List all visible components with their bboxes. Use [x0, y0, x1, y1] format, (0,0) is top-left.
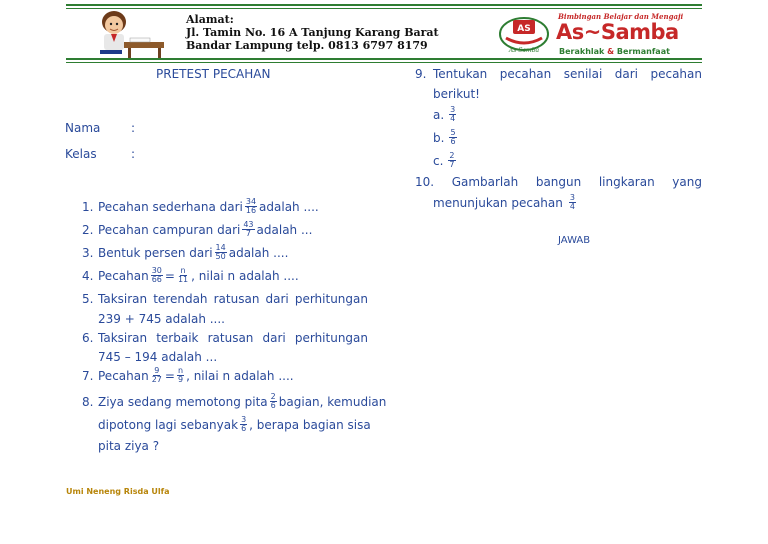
- question-6-line-2: 745 – 194 adalah ...: [98, 350, 218, 364]
- option-a: a. 3 4: [433, 105, 456, 123]
- question-text: adalah ....: [228, 245, 289, 260]
- question-6: [82, 331, 98, 345]
- fraction: $\frac{9}{27}$: [151, 366, 162, 384]
- question-9-line-2: berikut!: [433, 87, 480, 101]
- tagline-amp: &: [607, 47, 615, 56]
- question-number: 8.: [82, 394, 94, 409]
- option-b: b. 5 6: [433, 128, 456, 146]
- question-6-line-1: Taksiran terbaik ratusan dari perhitungan: [98, 331, 368, 345]
- kelas-colon: :: [131, 147, 136, 161]
- fraction: 3 4: [569, 193, 575, 211]
- question-3: [82, 244, 288, 261]
- emblem-icon: [498, 14, 550, 54]
- question-text: adalah ....: [259, 199, 319, 214]
- logo-tagline: [559, 47, 670, 56]
- question-5-line-2: 239 + 745 adalah ....: [98, 312, 225, 326]
- student-mascot-illustration: [80, 8, 168, 58]
- address-block: [186, 13, 439, 52]
- header-rule: [66, 62, 702, 63]
- nama-label: Nama: [65, 121, 101, 135]
- question-9-line-1: Tentukan pecahan senilai dari pecahan: [433, 67, 702, 81]
- fraction: 3 6: [241, 415, 247, 433]
- page-title: PRETEST PECAHAN: [156, 67, 271, 81]
- question-text: Pecahan: [98, 368, 149, 383]
- question-text: Pecahan campuran dari: [98, 222, 241, 237]
- question-text: bagian, kemudian: [278, 394, 387, 409]
- question-number: 1.: [82, 199, 94, 214]
- question-text: , nilai n adalah ....: [186, 368, 294, 383]
- fraction: 3 4: [450, 105, 456, 123]
- letterhead: [66, 4, 702, 62]
- equals-sign: =: [164, 368, 175, 383]
- fraction: 34 16: [245, 197, 257, 215]
- question-8-line-2: dipotong lagi sebanyak 3 6 , berapa bagian sisa: [98, 415, 371, 433]
- logo-slogan-top: Bimbingan Belajar dan Mengaji: [558, 12, 684, 21]
- question-text: Ziya sedang memotong pita: [98, 394, 268, 409]
- question-4: [82, 267, 299, 284]
- question-8: [82, 393, 386, 410]
- answer-heading: JAWAB: [558, 235, 591, 246]
- fraction: $\frac{n}{11}$: [177, 266, 189, 284]
- as-samba-logo: [490, 10, 702, 58]
- fraction: $\frac{30}{66}$: [151, 266, 162, 284]
- question-number: 7.: [82, 368, 94, 383]
- kelas-label: Kelas: [65, 147, 97, 161]
- svg-text:AS: AS: [517, 24, 531, 34]
- question-9-number: 9.: [415, 67, 427, 81]
- question-2: [82, 221, 312, 238]
- tagline-word-1: Berakhlak: [559, 47, 605, 56]
- question-10-line-1: 10. Gambarlah bangun lingkaran yang: [415, 175, 702, 189]
- fraction: 5 6: [450, 128, 456, 146]
- fraction: $\frac{n}{9}$: [177, 366, 184, 384]
- option-c: c. 2 7: [433, 151, 455, 169]
- question-number: 6.: [82, 331, 94, 345]
- header-rule: [66, 58, 702, 60]
- fraction: 43 7: [243, 220, 254, 238]
- question-text: Pecahan: [98, 268, 149, 283]
- fraction: 2 7: [449, 151, 455, 169]
- svg-text:As-Samba: As-Samba: [508, 47, 540, 54]
- address-line-1: Jl. Tamin No. 16 A Tanjung Karang Barat: [186, 26, 439, 39]
- logo-wordmark: As~Samba: [556, 20, 679, 44]
- question-5-line-1: Taksiran terendah ratusan dari perhitungan: [98, 292, 368, 306]
- question-number: 4.: [82, 268, 94, 283]
- question-text: Pecahan sederhana dari: [98, 199, 243, 214]
- fraction: 14 50: [215, 243, 226, 261]
- fraction: 2 6: [270, 392, 276, 410]
- header-rule: [66, 4, 702, 6]
- address-line-2: Bandar Lampung telp. 0813 6797 8179: [186, 39, 428, 52]
- question-text: , nilai n adalah ....: [191, 268, 299, 283]
- question-5: [82, 292, 98, 306]
- address-title: Alamat:: [186, 13, 234, 26]
- question-text: Bentuk persen dari: [98, 245, 213, 260]
- question-10-line-2: menunjukan pecahan 3 4: [433, 193, 575, 211]
- equals-sign: =: [164, 268, 175, 283]
- question-number: 3.: [82, 245, 94, 260]
- question-number: 5.: [82, 292, 94, 306]
- tagline-word-2: Bermanfaat: [616, 47, 670, 56]
- author-name: Umi Neneng Risda Ulfa: [66, 487, 170, 496]
- question-1: [82, 198, 319, 215]
- nama-colon: :: [131, 121, 136, 135]
- question-8-line-3: pita ziya ?: [98, 439, 160, 453]
- question-number: 2.: [82, 222, 94, 237]
- question-text: adalah ...: [256, 222, 313, 237]
- question-7: [82, 367, 294, 384]
